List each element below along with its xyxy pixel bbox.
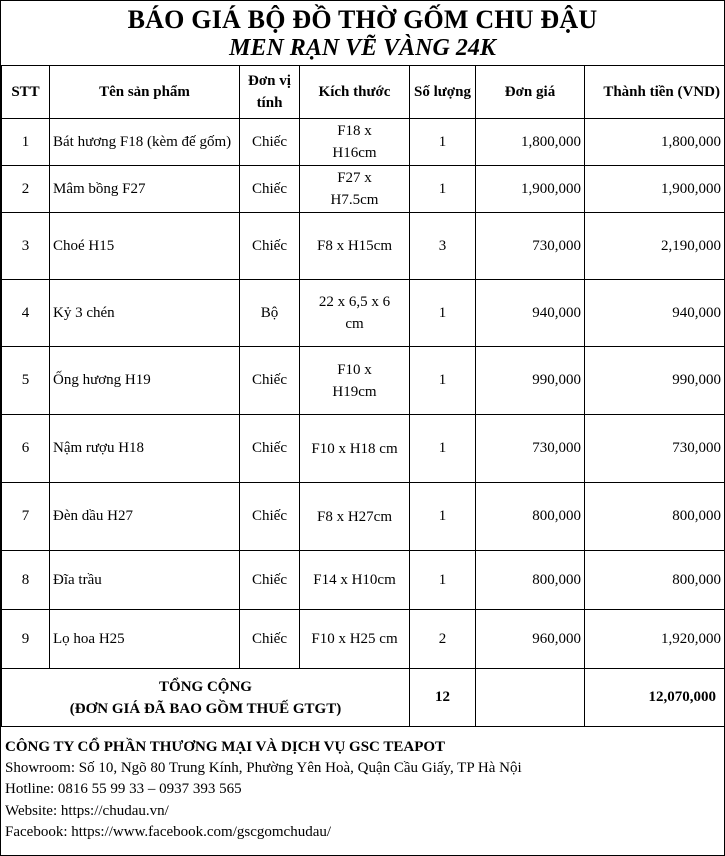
cell-price: 1,900,000 bbox=[476, 166, 585, 213]
cell-unit: Chiếc bbox=[240, 119, 300, 166]
col-header-size: Kích thước bbox=[300, 66, 410, 119]
cell-price: 940,000 bbox=[476, 280, 585, 347]
company-name: CÔNG TY CỔ PHẦN THƯƠNG MẠI VÀ DỊCH VỤ GSC TEAPOT bbox=[5, 739, 446, 755]
cell-qty: 1 bbox=[410, 119, 476, 166]
cell-qty: 1 bbox=[410, 280, 476, 347]
cell-unit: Chiếc bbox=[240, 551, 300, 610]
col-header-qty: Số lượng bbox=[410, 66, 476, 119]
cell-stt: 4 bbox=[2, 280, 50, 347]
cell-name: Nậm rượu H18 bbox=[50, 415, 240, 483]
cell-stt: 1 bbox=[2, 119, 50, 166]
total-row bbox=[2, 669, 725, 727]
cell-name: Kỷ 3 chén bbox=[50, 280, 240, 347]
cell-stt: 9 bbox=[2, 610, 50, 669]
price-table bbox=[1, 65, 725, 727]
cell-price: 800,000 bbox=[476, 483, 585, 551]
document-title: BÁO GIÁ BỘ ĐỒ THỜ GỐM CHU ĐẬU bbox=[127, 5, 598, 34]
cell-price: 960,000 bbox=[476, 610, 585, 669]
cell-qty: 1 bbox=[410, 347, 476, 415]
cell-qty: 1 bbox=[410, 551, 476, 610]
cell-total: 800,000 bbox=[585, 483, 725, 551]
col-header-name: Tên sản phẩm bbox=[50, 66, 240, 119]
cell-qty: 1 bbox=[410, 166, 476, 213]
col-header-total: Thành tiền (VND) bbox=[585, 66, 725, 119]
cell-total: 730,000 bbox=[585, 415, 725, 483]
cell-total: 940,000 bbox=[585, 280, 725, 347]
cell-name: Choé H15 bbox=[50, 213, 240, 280]
table-row bbox=[2, 119, 725, 166]
cell-total: 2,190,000 bbox=[585, 213, 725, 280]
cell-total: 990,000 bbox=[585, 347, 725, 415]
cell-unit: Chiếc bbox=[240, 415, 300, 483]
cell-qty: 3 bbox=[410, 213, 476, 280]
facebook-link[interactable]: Facebook: https://www.facebook.com/gscgomchudau/ bbox=[5, 823, 332, 840]
cell-size: F10 x H18 cm bbox=[300, 415, 410, 483]
cell-stt: 5 bbox=[2, 347, 50, 415]
company-footer bbox=[1, 727, 724, 843]
cell-name: Mâm bồng F27 bbox=[50, 166, 240, 213]
cell-stt: 6 bbox=[2, 415, 50, 483]
cell-price: 730,000 bbox=[476, 415, 585, 483]
cell-stt: 2 bbox=[2, 166, 50, 213]
cell-total: 1,800,000 bbox=[585, 119, 725, 166]
total-label-cell bbox=[2, 669, 410, 727]
total-qty: 12 bbox=[410, 669, 476, 727]
col-header-unit: Đơn vị tính bbox=[240, 66, 300, 119]
cell-size: F8 x H27cm bbox=[300, 483, 410, 551]
cell-total: 800,000 bbox=[585, 551, 725, 610]
table-row bbox=[2, 213, 725, 280]
cell-total: 1,900,000 bbox=[585, 166, 725, 213]
table-row bbox=[2, 166, 725, 213]
cell-size: 22 x 6,5 x 6 cm bbox=[300, 280, 410, 347]
cell-stt: 3 bbox=[2, 213, 50, 280]
table-row bbox=[2, 415, 725, 483]
document-subtitle: MEN RẠN VẼ VÀNG 24K bbox=[229, 35, 496, 61]
cell-size: F14 x H10cm bbox=[300, 551, 410, 610]
cell-unit: Bộ bbox=[240, 280, 300, 347]
total-label: TỔNG CỘNG bbox=[159, 678, 252, 695]
cell-price: 990,000 bbox=[476, 347, 585, 415]
table-row bbox=[2, 610, 725, 669]
cell-unit: Chiếc bbox=[240, 213, 300, 280]
cell-size: F10 x H25 cm bbox=[300, 610, 410, 669]
cell-name: Đĩa trầu bbox=[50, 551, 240, 610]
cell-unit: Chiếc bbox=[240, 483, 300, 551]
cell-unit: Chiếc bbox=[240, 610, 300, 669]
cell-total: 1,920,000 bbox=[585, 610, 725, 669]
total-amount: 12,070,000 bbox=[585, 669, 725, 727]
hotline: Hotline: 0816 55 99 33 – 0937 393 565 bbox=[5, 781, 242, 798]
table-row bbox=[2, 551, 725, 610]
cell-price: 800,000 bbox=[476, 551, 585, 610]
total-price-empty bbox=[476, 669, 585, 727]
cell-unit: Chiếc bbox=[240, 166, 300, 213]
cell-stt: 8 bbox=[2, 551, 50, 610]
cell-price: 730,000 bbox=[476, 213, 585, 280]
cell-name: Ống hương H19 bbox=[50, 347, 240, 415]
table-header-row bbox=[2, 66, 725, 119]
cell-qty: 2 bbox=[410, 610, 476, 669]
cell-size: F27 x H7.5cm bbox=[300, 166, 410, 213]
cell-name: Lọ hoa H25 bbox=[50, 610, 240, 669]
cell-name: Bát hương F18 (kèm đế gốm) bbox=[50, 119, 240, 166]
table-row bbox=[2, 483, 725, 551]
cell-unit: Chiếc bbox=[240, 347, 300, 415]
cell-qty: 1 bbox=[410, 415, 476, 483]
cell-price: 1,800,000 bbox=[476, 119, 585, 166]
showroom-address: Showroom: Số 10, Ngõ 80 Trung Kính, Phường Yên Hoà, Quận Cầu Giấy, TP Hà Nội bbox=[5, 760, 522, 777]
cell-size: F18 x H16cm bbox=[300, 119, 410, 166]
cell-name: Đèn dầu H27 bbox=[50, 483, 240, 551]
total-note: (ĐƠN GIÁ ĐÃ BAO GỒM THUẾ GTGT) bbox=[69, 700, 342, 717]
website-link[interactable]: Website: https://chudau.vn/ bbox=[5, 802, 169, 819]
table-row bbox=[2, 347, 725, 415]
cell-size: F10 x H19cm bbox=[300, 347, 410, 415]
col-header-stt: STT bbox=[2, 66, 50, 119]
cell-stt: 7 bbox=[2, 483, 50, 551]
cell-qty: 1 bbox=[410, 483, 476, 551]
cell-size: F8 x H15cm bbox=[300, 213, 410, 280]
table-row bbox=[2, 280, 725, 347]
col-header-price: Đơn giá bbox=[476, 66, 585, 119]
